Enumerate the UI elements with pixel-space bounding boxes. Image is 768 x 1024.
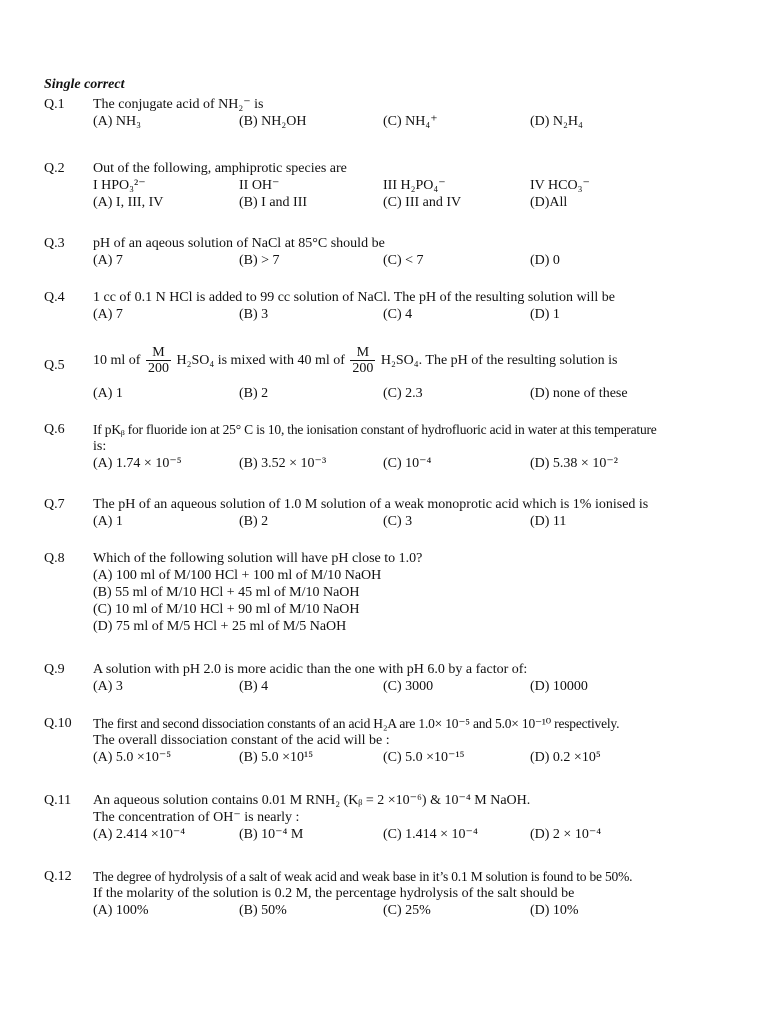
question-stem: An aqueous solution contains 0.01 M RNH₂ (Kᵦ = 2 ×10⁻⁶) & 10⁻⁴ M NaOH. xyxy=(93,793,531,808)
option-a: (A) 1.74 × 10⁻⁵ xyxy=(93,456,182,471)
question-stem: The first and second dissociation constants of an acid H₂A are 1.0× 10⁻⁵ and 5.0× 10⁻¹⁰ respectively. xyxy=(93,716,620,731)
question-stem: If pKᵦ for fluoride ion at 25° C is 10, the ionisation constant of hydrofluoric acid in water at this temperature xyxy=(93,422,657,437)
stem-part-3: H₂SO₄. The pH of the resulting solution is xyxy=(380,353,618,368)
question-stem-cont: The overall dissociation constant of the acid will be : xyxy=(93,733,390,748)
option-d: (D) 1 xyxy=(530,307,560,322)
fraction-denominator: 200 xyxy=(147,361,169,376)
option-a: (A) 3 xyxy=(93,679,123,694)
question-number: Q.5 xyxy=(44,358,65,373)
option-c: (C) 4 xyxy=(383,307,413,322)
option-c: (C) 2.3 xyxy=(383,386,423,401)
question-stem-cont: The concentration of OH⁻ is nearly : xyxy=(93,810,300,825)
question-number: Q.2 xyxy=(44,161,65,176)
fraction-m-200 xyxy=(350,345,375,376)
stem-part-2: H₂SO₄ is mixed with 40 ml of xyxy=(176,353,345,368)
question-number: Q.3 xyxy=(44,236,65,251)
option-b: (B) NH₂OH xyxy=(239,114,307,129)
option-a: (A) 7 xyxy=(93,253,123,268)
option-d: (D) 10% xyxy=(530,903,579,918)
options-row xyxy=(93,749,733,766)
option-a: (A) NH₃ xyxy=(93,114,142,129)
option-c: (C) 3 xyxy=(383,514,413,529)
question-stem: A solution with pH 2.0 is more acidic than the one with pH 6.0 by a factor of: xyxy=(93,662,528,677)
species-4: IV HCO₃⁻ xyxy=(530,178,590,193)
option-b: (B) 5.0 ×10¹⁵ xyxy=(239,750,314,765)
option-b: (B) 3.52 × 10⁻³ xyxy=(239,456,327,471)
option-a: (A) 100 ml of M/100 HCl + 100 ml of M/10 NaOH xyxy=(93,568,382,583)
question-number: Q.9 xyxy=(44,662,65,677)
option-d: (D) N₂H₄ xyxy=(530,114,583,129)
option-a: (A) 5.0 ×10⁻⁵ xyxy=(93,750,172,765)
option-b: (B) 2 xyxy=(239,386,269,401)
option-d: (D) 75 ml of M/5 HCl + 25 ml of M/5 NaOH xyxy=(93,619,347,634)
question-stem: Which of the following solution will have pH close to 1.0? xyxy=(93,551,423,566)
option-b: (B) 3 xyxy=(239,307,269,322)
option-d: (D) 11 xyxy=(530,514,567,529)
question-stem-cont: If the molarity of the solution is 0.2 M, the percentage hydrolysis of the salt should be xyxy=(93,886,575,901)
options-row xyxy=(93,826,733,843)
question-number: Q.1 xyxy=(44,97,65,112)
option-b: (B) 55 ml of M/10 HCl + 45 ml of M/10 NaOH xyxy=(93,585,360,600)
question-number: Q.10 xyxy=(44,716,72,731)
option-b: (B) I and III xyxy=(239,195,308,210)
species-row xyxy=(93,177,733,194)
option-c: (C) 10 ml of M/10 HCl + 90 ml of M/10 NaOH xyxy=(93,602,360,617)
option-d: (D) 0.2 ×10⁵ xyxy=(530,750,601,765)
options-row xyxy=(93,252,733,269)
species-1: I HPO₃²⁻ xyxy=(93,178,146,193)
option-a: (A) 1 xyxy=(93,514,123,529)
question-number: Q.8 xyxy=(44,551,65,566)
option-d: (D) none of these xyxy=(530,386,628,401)
option-b: (B) 10⁻⁴ M xyxy=(239,827,304,842)
options-row xyxy=(93,385,733,402)
option-d: (D)All xyxy=(530,195,568,210)
question-stem: pH of an aqeous solution of NaCl at 85°C should be xyxy=(93,236,385,251)
options-row xyxy=(93,902,733,919)
fraction-m-200 xyxy=(146,345,171,376)
option-c: (C) 10⁻⁴ xyxy=(383,456,432,471)
question-stem: The degree of hydrolysis of a salt of weak acid and weak base in it’s 0.1 M solution is found to be 50%. xyxy=(93,869,633,884)
question-stem-cont: is: xyxy=(93,439,107,454)
stem-part-1: 10 ml of xyxy=(93,353,141,368)
option-a: (A) 7 xyxy=(93,307,123,322)
question-stem: Out of the following, amphiprotic species are xyxy=(93,161,347,176)
option-c: (C) 5.0 ×10⁻¹⁵ xyxy=(383,750,465,765)
question-number: Q.11 xyxy=(44,793,72,808)
question-number: Q.6 xyxy=(44,422,65,437)
option-c: (C) 1.414 × 10⁻⁴ xyxy=(383,827,478,842)
fraction-denominator: 200 xyxy=(352,361,374,376)
question-stem: 1 cc of 0.1 N HCl is added to 99 cc solution of NaCl. The pH of the resulting solution will be xyxy=(93,290,615,305)
option-c: (C) III and IV xyxy=(383,195,462,210)
fraction-numerator: M xyxy=(146,345,171,361)
option-c: (C) < 7 xyxy=(383,253,424,268)
option-a: (A) 1 xyxy=(93,386,123,401)
option-b: (B) > 7 xyxy=(239,253,280,268)
fraction-numerator: M xyxy=(350,345,375,361)
question-stem xyxy=(93,345,733,385)
options-row xyxy=(93,306,733,323)
option-d: (D) 0 xyxy=(530,253,560,268)
options-row xyxy=(93,194,733,211)
options-row xyxy=(93,455,733,472)
question-number: Q.12 xyxy=(44,869,72,884)
question-number: Q.7 xyxy=(44,497,65,512)
question-stem: The pH of an aqueous solution of 1.0 M solution of a weak monoprotic acid which is 1% ionised is xyxy=(93,497,649,512)
species-2: II OH⁻ xyxy=(239,178,280,193)
options-row xyxy=(93,678,733,695)
question-number: Q.4 xyxy=(44,290,65,305)
question-stem: The conjugate acid of NH₂⁻ is xyxy=(93,97,264,112)
option-a: (A) 100% xyxy=(93,903,149,918)
option-b: (B) 4 xyxy=(239,679,269,694)
option-d: (D) 5.38 × 10⁻² xyxy=(530,456,618,471)
option-b: (B) 50% xyxy=(239,903,287,918)
options-row xyxy=(93,513,733,530)
option-b: (B) 2 xyxy=(239,514,269,529)
option-a: (A) I, III, IV xyxy=(93,195,164,210)
section-title: Single correct xyxy=(44,77,125,92)
option-a: (A) 2.414 ×10⁻⁴ xyxy=(93,827,186,842)
option-c: (C) NH₄⁺ xyxy=(383,114,438,129)
option-d: (D) 2 × 10⁻⁴ xyxy=(530,827,602,842)
options-row xyxy=(93,113,733,130)
species-3: III H₂PO₄⁻ xyxy=(383,178,446,193)
option-d: (D) 10000 xyxy=(530,679,588,694)
option-c: (C) 25% xyxy=(383,903,431,918)
option-c: (C) 3000 xyxy=(383,679,434,694)
